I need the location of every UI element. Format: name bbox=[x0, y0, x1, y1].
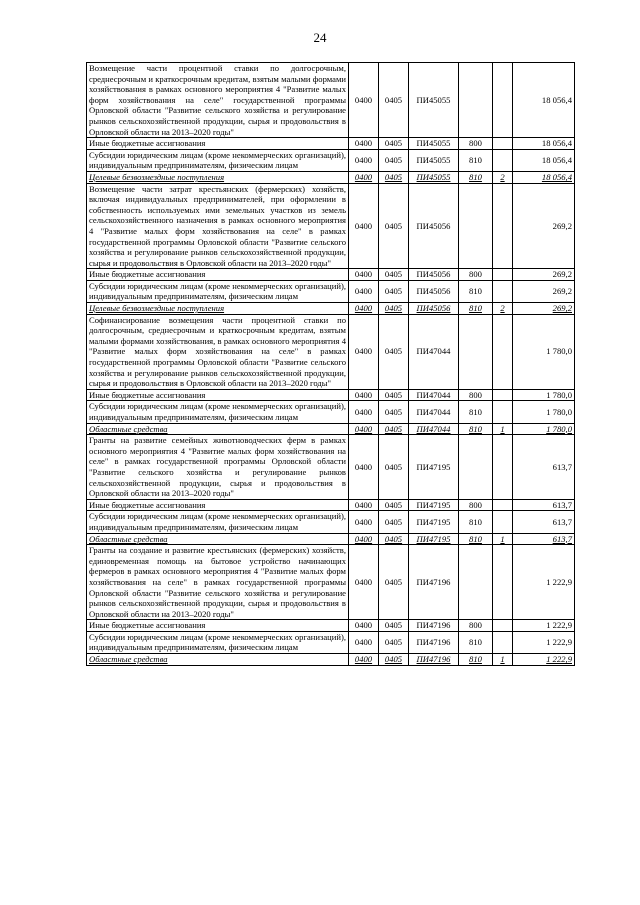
row-description: Субсидии юридическим лицам (кроме некоммерческих организаций), индивидуальным предпринимателям, физическим лицам bbox=[87, 401, 349, 423]
expense-type-code bbox=[459, 314, 493, 389]
funding-source-code bbox=[493, 511, 513, 533]
amount-value: 613,7 bbox=[513, 435, 575, 500]
amount-value: 1 780,0 bbox=[513, 314, 575, 389]
section-code: 0400 bbox=[349, 401, 379, 423]
funding-source-code bbox=[493, 63, 513, 138]
amount-value: 1 222,9 bbox=[513, 631, 575, 653]
expense-type-code bbox=[459, 545, 493, 620]
amount-value: 269,2 bbox=[513, 303, 575, 315]
target-article-code: ПИ45055 bbox=[409, 138, 459, 150]
funding-source-code: 1 bbox=[493, 423, 513, 435]
amount-value: 18 056,4 bbox=[513, 63, 575, 138]
amount-value: 18 056,4 bbox=[513, 149, 575, 171]
subsection-code: 0405 bbox=[379, 654, 409, 666]
subsection-code: 0405 bbox=[379, 269, 409, 281]
amount-value: 269,2 bbox=[513, 183, 575, 269]
subsection-code: 0405 bbox=[379, 620, 409, 632]
funding-source-code bbox=[493, 620, 513, 632]
section-code: 0400 bbox=[349, 499, 379, 511]
amount-value: 1 222,9 bbox=[513, 654, 575, 666]
funding-source-code: 1 bbox=[493, 654, 513, 666]
section-code: 0400 bbox=[349, 620, 379, 632]
expense-type-code: 800 bbox=[459, 499, 493, 511]
row-description: Гранты на развитие семейных животноводческих ферм в рамках основного мероприятия 4 "Развитие малых форм хозяйствования на селе" в рамках государственной программы Орловской области "Развитие сельского хозяйства и регулирование рынков сельскохозяйственной продукции, сырья и продовольствия в Орловской области на 2013–2020 годы" bbox=[87, 435, 349, 500]
row-description: Субсидии юридическим лицам (кроме некоммерческих организаций), индивидуальным предпринимателям, физическим лицам bbox=[87, 631, 349, 653]
subsection-code: 0405 bbox=[379, 314, 409, 389]
funding-source-code bbox=[493, 314, 513, 389]
funding-source-code bbox=[493, 499, 513, 511]
target-article-code: ПИ45056 bbox=[409, 303, 459, 315]
table-row bbox=[87, 171, 575, 183]
funding-source-code bbox=[493, 183, 513, 269]
table-row bbox=[87, 149, 575, 171]
expense-type-code: 800 bbox=[459, 389, 493, 401]
target-article-code: ПИ47044 bbox=[409, 423, 459, 435]
budget-table-body bbox=[87, 63, 575, 666]
section-code: 0400 bbox=[349, 183, 379, 269]
subsection-code: 0405 bbox=[379, 389, 409, 401]
target-article-code: ПИ45056 bbox=[409, 269, 459, 281]
expense-type-code: 800 bbox=[459, 620, 493, 632]
table-row bbox=[87, 499, 575, 511]
target-article-code: ПИ47195 bbox=[409, 435, 459, 500]
subsection-code: 0405 bbox=[379, 183, 409, 269]
table-row bbox=[87, 620, 575, 632]
target-article-code: ПИ47195 bbox=[409, 511, 459, 533]
funding-source-code bbox=[493, 269, 513, 281]
target-article-code: ПИ47044 bbox=[409, 389, 459, 401]
funding-source-code bbox=[493, 631, 513, 653]
subsection-code: 0405 bbox=[379, 423, 409, 435]
section-code: 0400 bbox=[349, 171, 379, 183]
row-description: Субсидии юридическим лицам (кроме некоммерческих организаций), индивидуальным предпринимателям, физическим лицам bbox=[87, 280, 349, 302]
expense-type-code: 810 bbox=[459, 303, 493, 315]
subsection-code: 0405 bbox=[379, 303, 409, 315]
subsection-code: 0405 bbox=[379, 280, 409, 302]
funding-source-code: 2 bbox=[493, 171, 513, 183]
target-article-code: ПИ47044 bbox=[409, 314, 459, 389]
section-code: 0400 bbox=[349, 269, 379, 281]
target-article-code: ПИ47196 bbox=[409, 631, 459, 653]
table-row bbox=[87, 533, 575, 545]
target-article-code: ПИ45055 bbox=[409, 63, 459, 138]
page-number: 24 bbox=[313, 30, 327, 45]
expense-type-code: 810 bbox=[459, 401, 493, 423]
row-description: Иные бюджетные ассигнования bbox=[87, 138, 349, 150]
target-article-code: ПИ45055 bbox=[409, 149, 459, 171]
funding-source-code bbox=[493, 545, 513, 620]
expense-type-code: 810 bbox=[459, 654, 493, 666]
row-description: Возмещение части затрат крестьянских (фермерских) хозяйств, включая индивидуальных предпринимателей, при оформлении в собственность используемых ими земельных участков из земель сельскохозяйственного назначения в рамках основного мероприятия 4 "Развитие малых форм хозяйствования на селе" в рамках государственной программы Орловской области "Развитие сельского хозяйства и регулирование рынков сельскохозяйственной продукции, сырья и продовольствия в Орловской области на 2013–2020 годы" bbox=[87, 183, 349, 269]
subsection-code: 0405 bbox=[379, 138, 409, 150]
row-description: Целевые безвозмездные поступления bbox=[87, 303, 349, 315]
budget-table bbox=[86, 62, 575, 666]
subsection-code: 0405 bbox=[379, 533, 409, 545]
amount-value: 613,7 bbox=[513, 511, 575, 533]
section-code: 0400 bbox=[349, 389, 379, 401]
row-description: Гранты на создание и развитие крестьянских (фермерских) хозяйств, единовременная помощь на бытовое устройство начинающих фермеров в рамках основного мероприятия 4 "Развитие малых форм хозяйствования на селе" в рамках государственной программы Орловской области "Развитие сельского хозяйства и регулирование рынков сельскохозяйственной продукции, сырья и продовольствия в Орловской области на 2013–2020 годы" bbox=[87, 545, 349, 620]
funding-source-code: 2 bbox=[493, 303, 513, 315]
section-code: 0400 bbox=[349, 435, 379, 500]
table-row bbox=[87, 183, 575, 269]
section-code: 0400 bbox=[349, 303, 379, 315]
row-description: Субсидии юридическим лицам (кроме некоммерческих организаций), индивидуальным предпринимателям, физическим лицам bbox=[87, 511, 349, 533]
section-code: 0400 bbox=[349, 654, 379, 666]
subsection-code: 0405 bbox=[379, 149, 409, 171]
amount-value: 18 056,4 bbox=[513, 171, 575, 183]
table-row bbox=[87, 63, 575, 138]
row-description: Возмещение части процентной ставки по долгосрочным, среднесрочным и краткосрочным кредитам, взятым малыми формами хозяйствования в рамках основного мероприятия 4 "Развитие малых форм хозяйствования на селе" государственной программы Орловской области "Развитие сельского хозяйства и регулирование рынков сельскохозяйственной продукции, сырья и продовольствия в Орловской области на 2013–2020 годы" bbox=[87, 63, 349, 138]
expense-type-code: 810 bbox=[459, 280, 493, 302]
row-description: Иные бюджетные ассигнования bbox=[87, 389, 349, 401]
section-code: 0400 bbox=[349, 511, 379, 533]
target-article-code: ПИ47044 bbox=[409, 401, 459, 423]
table-row bbox=[87, 303, 575, 315]
target-article-code: ПИ47195 bbox=[409, 533, 459, 545]
table-row bbox=[87, 423, 575, 435]
amount-value: 18 056,4 bbox=[513, 138, 575, 150]
funding-source-code bbox=[493, 138, 513, 150]
table-row bbox=[87, 389, 575, 401]
row-description: Субсидии юридическим лицам (кроме некоммерческих организаций), индивидуальным предпринимателям, физическим лицам bbox=[87, 149, 349, 171]
table-row bbox=[87, 269, 575, 281]
section-code: 0400 bbox=[349, 280, 379, 302]
table-row bbox=[87, 654, 575, 666]
funding-source-code: 1 bbox=[493, 533, 513, 545]
row-description: Иные бюджетные ассигнования bbox=[87, 620, 349, 632]
target-article-code: ПИ47195 bbox=[409, 499, 459, 511]
table-row bbox=[87, 401, 575, 423]
target-article-code: ПИ45056 bbox=[409, 183, 459, 269]
subsection-code: 0405 bbox=[379, 499, 409, 511]
expense-type-code: 800 bbox=[459, 138, 493, 150]
table-row bbox=[87, 280, 575, 302]
section-code: 0400 bbox=[349, 138, 379, 150]
subsection-code: 0405 bbox=[379, 545, 409, 620]
section-code: 0400 bbox=[349, 631, 379, 653]
amount-value: 269,2 bbox=[513, 269, 575, 281]
row-description: Целевые безвозмездные поступления bbox=[87, 171, 349, 183]
table-row bbox=[87, 435, 575, 500]
subsection-code: 0405 bbox=[379, 435, 409, 500]
expense-type-code: 800 bbox=[459, 269, 493, 281]
table-row bbox=[87, 511, 575, 533]
expense-type-code: 810 bbox=[459, 423, 493, 435]
row-description: Областные средства bbox=[87, 533, 349, 545]
row-description: Иные бюджетные ассигнования bbox=[87, 269, 349, 281]
subsection-code: 0405 bbox=[379, 401, 409, 423]
amount-value: 1 222,9 bbox=[513, 620, 575, 632]
table-row bbox=[87, 138, 575, 150]
expense-type-code: 810 bbox=[459, 631, 493, 653]
funding-source-code bbox=[493, 389, 513, 401]
target-article-code: ПИ47196 bbox=[409, 545, 459, 620]
amount-value: 1 780,0 bbox=[513, 401, 575, 423]
expense-type-code: 810 bbox=[459, 533, 493, 545]
table-row bbox=[87, 314, 575, 389]
subsection-code: 0405 bbox=[379, 631, 409, 653]
target-article-code: ПИ45055 bbox=[409, 171, 459, 183]
amount-value: 269,2 bbox=[513, 280, 575, 302]
subsection-code: 0405 bbox=[379, 63, 409, 138]
funding-source-code bbox=[493, 280, 513, 302]
table-row bbox=[87, 545, 575, 620]
expense-type-code: 810 bbox=[459, 149, 493, 171]
expense-type-code bbox=[459, 435, 493, 500]
section-code: 0400 bbox=[349, 545, 379, 620]
expense-type-code bbox=[459, 183, 493, 269]
table-row bbox=[87, 631, 575, 653]
amount-value: 1 780,0 bbox=[513, 423, 575, 435]
target-article-code: ПИ45056 bbox=[409, 280, 459, 302]
expense-type-code bbox=[459, 63, 493, 138]
expense-type-code: 810 bbox=[459, 171, 493, 183]
expense-type-code: 810 bbox=[459, 511, 493, 533]
section-code: 0400 bbox=[349, 423, 379, 435]
row-description: Областные средства bbox=[87, 423, 349, 435]
section-code: 0400 bbox=[349, 149, 379, 171]
subsection-code: 0405 bbox=[379, 511, 409, 533]
funding-source-code bbox=[493, 149, 513, 171]
amount-value: 613,7 bbox=[513, 499, 575, 511]
amount-value: 613,7 bbox=[513, 533, 575, 545]
funding-source-code bbox=[493, 401, 513, 423]
row-description: Софинансирование возмещения части процентной ставки по долгосрочным, среднесрочным и краткосрочным кредитам, взятым малыми формами хозяйствования, в рамках основного мероприятия 4 "Развитие малых форм хозяйствования на селе" в рамках государственной программы Орловской области "Развитие сельского хозяйства и регулирование рынков сельскохозяйственной продукции, сырья и продовольствия в Орловской области на 2013–2020 годы" bbox=[87, 314, 349, 389]
target-article-code: ПИ47196 bbox=[409, 620, 459, 632]
row-description: Областные средства bbox=[87, 654, 349, 666]
section-code: 0400 bbox=[349, 63, 379, 138]
section-code: 0400 bbox=[349, 533, 379, 545]
section-code: 0400 bbox=[349, 314, 379, 389]
amount-value: 1 222,9 bbox=[513, 545, 575, 620]
funding-source-code bbox=[493, 435, 513, 500]
subsection-code: 0405 bbox=[379, 171, 409, 183]
row-description: Иные бюджетные ассигнования bbox=[87, 499, 349, 511]
amount-value: 1 780,0 bbox=[513, 389, 575, 401]
target-article-code: ПИ47196 bbox=[409, 654, 459, 666]
